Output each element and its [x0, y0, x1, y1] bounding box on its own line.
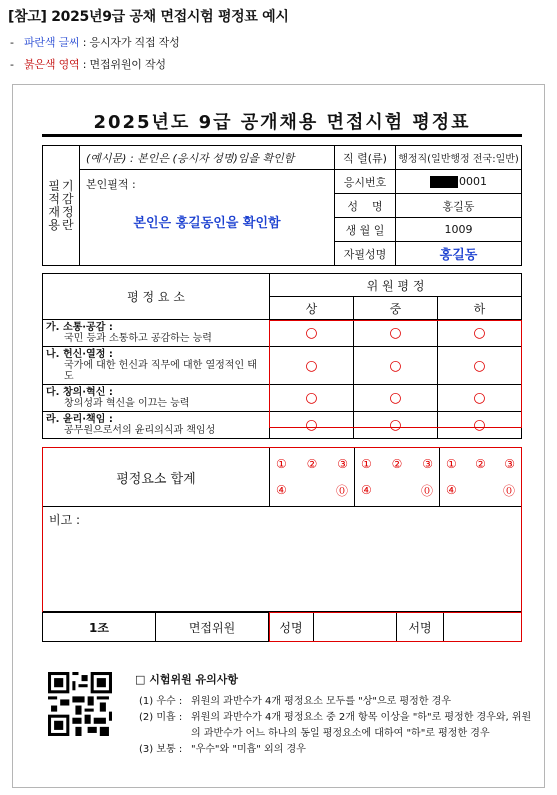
handwriting-cell[interactable] [80, 170, 335, 266]
job-value: 행정직(일반행정 전국:일반) [396, 146, 522, 170]
mark-high[interactable]: ○ [270, 347, 354, 385]
name-label: 성명 [269, 613, 314, 642]
sum-high[interactable]: ① ② ③ ④ ⓪ [270, 448, 355, 507]
signature-value[interactable]: 홍길동 [396, 242, 522, 266]
form-title: 2025년도 9급 공개채용 면접시험 평정표 [93, 112, 471, 133]
grade-high: 상 [270, 297, 354, 320]
signature-field[interactable] [444, 613, 522, 642]
job-label: 직 렬(류) [335, 146, 396, 170]
precautions-title: □ 시험위원 유의사항 [135, 673, 239, 686]
handwriting-value: 본인은 홍길동인을 확인함 [133, 216, 281, 231]
interviewer-table [42, 612, 522, 642]
sum-mid[interactable]: ① ② ③ ④ ⓪ [355, 448, 440, 507]
remark-field[interactable]: 비고 : [43, 507, 522, 612]
note-dash: - [10, 58, 14, 71]
interviewer-label: 면접위원 [156, 613, 269, 642]
evaluation-row [43, 320, 522, 347]
mark-low[interactable]: ○ [437, 385, 521, 412]
name-value: 홍길동 [396, 194, 522, 218]
redacted-box [430, 176, 458, 188]
factor-item: 가. 소통·공감 : 국민 등과 소통하고 공감하는 능력 [43, 320, 270, 347]
evaluation-row [43, 385, 522, 412]
signature-label: 서명 [397, 613, 444, 642]
evaluation-table [42, 273, 522, 439]
number-value: 0001 [396, 170, 522, 194]
factor-item: 다. 창의·혁신 : 창의성과 혁신을 이끄는 능력 [43, 385, 270, 412]
title-underline [42, 134, 522, 137]
name-label: 성 명 [335, 194, 396, 218]
precautions [135, 672, 535, 758]
sum-low[interactable]: ① ② ③ ④ ⓪ [440, 448, 522, 507]
note-colored-text: 붉은색 영역 [24, 58, 80, 71]
factor-item: 라. 윤리·책임 : 공무원으로서의 윤리의식과 책임성 [43, 412, 270, 439]
sum-label: 평정요소 합계 [43, 448, 270, 507]
mark-mid[interactable]: ○ [353, 320, 437, 347]
handwriting-label: 본인필적 : [86, 178, 136, 191]
mark-mid[interactable]: ○ [353, 385, 437, 412]
applicant-table [42, 145, 522, 266]
birth-value: 1009 [396, 218, 522, 242]
committee-header: 위 원 평 정 [270, 274, 522, 297]
factors-header: 평 정 요 소 [43, 274, 270, 320]
note-blue [10, 34, 180, 50]
precaution-item: (2) 미흡 : 위원의 과반수가 4개 평정요소 중 2개 항목 이상을 "하"로 평정한 경우와, 위원의 과반수가 어느 하나의 동일 평정요소에 대하여 "하"로 평정한 경우 [139, 712, 532, 739]
evaluation-row [43, 347, 522, 385]
factor-item: 나. 헌신·열정 : 국가에 대한 헌신과 직무에 대한 열정적인 태도 [43, 347, 270, 385]
signature-label: 자필성명 [335, 242, 396, 266]
page-title: [참고] 2025년9급 공채 면접시험 평정표 예시 [8, 9, 289, 25]
note-dash: - [10, 36, 14, 49]
mark-low[interactable]: ○ [437, 320, 521, 347]
note-colored-text: 파란색 글씨 [24, 36, 80, 49]
birth-label: 생 월 일 [335, 218, 396, 242]
number-label: 응시번호 [335, 170, 396, 194]
note-text: : 응시자가 직접 작성 [82, 36, 180, 49]
mark-mid[interactable]: ○ [353, 412, 437, 439]
precaution-item: (1) 우수 : 위원의 과반수가 4개 평정요소 모두를 "상"으로 평정한 경우 [139, 696, 451, 707]
section-label: 필 적 재 용 기 감 정 란 [43, 146, 80, 266]
evaluation-row [43, 412, 522, 439]
example-sentence: (예시문) : 본인은 (응시자 성명)임을 확인함 [80, 146, 335, 170]
qr-code-icon [48, 672, 112, 736]
mark-mid[interactable]: ○ [353, 347, 437, 385]
grade-mid: 중 [353, 297, 437, 320]
mark-low[interactable]: ○ [437, 412, 521, 439]
grade-low: 하 [437, 297, 521, 320]
mark-high[interactable]: ○ [270, 385, 354, 412]
mark-high[interactable]: ○ [270, 412, 354, 439]
name-field[interactable] [314, 613, 397, 642]
mark-low[interactable]: ○ [437, 347, 521, 385]
sum-table [42, 447, 522, 612]
group-label: 1조 [43, 613, 156, 642]
note-red [10, 56, 166, 72]
mark-high[interactable]: ○ [270, 320, 354, 347]
note-text: : 면접위원이 작성 [82, 58, 166, 71]
precaution-item: (3) 보통 : "우수"와 "미흡" 외의 경우 [139, 744, 306, 755]
